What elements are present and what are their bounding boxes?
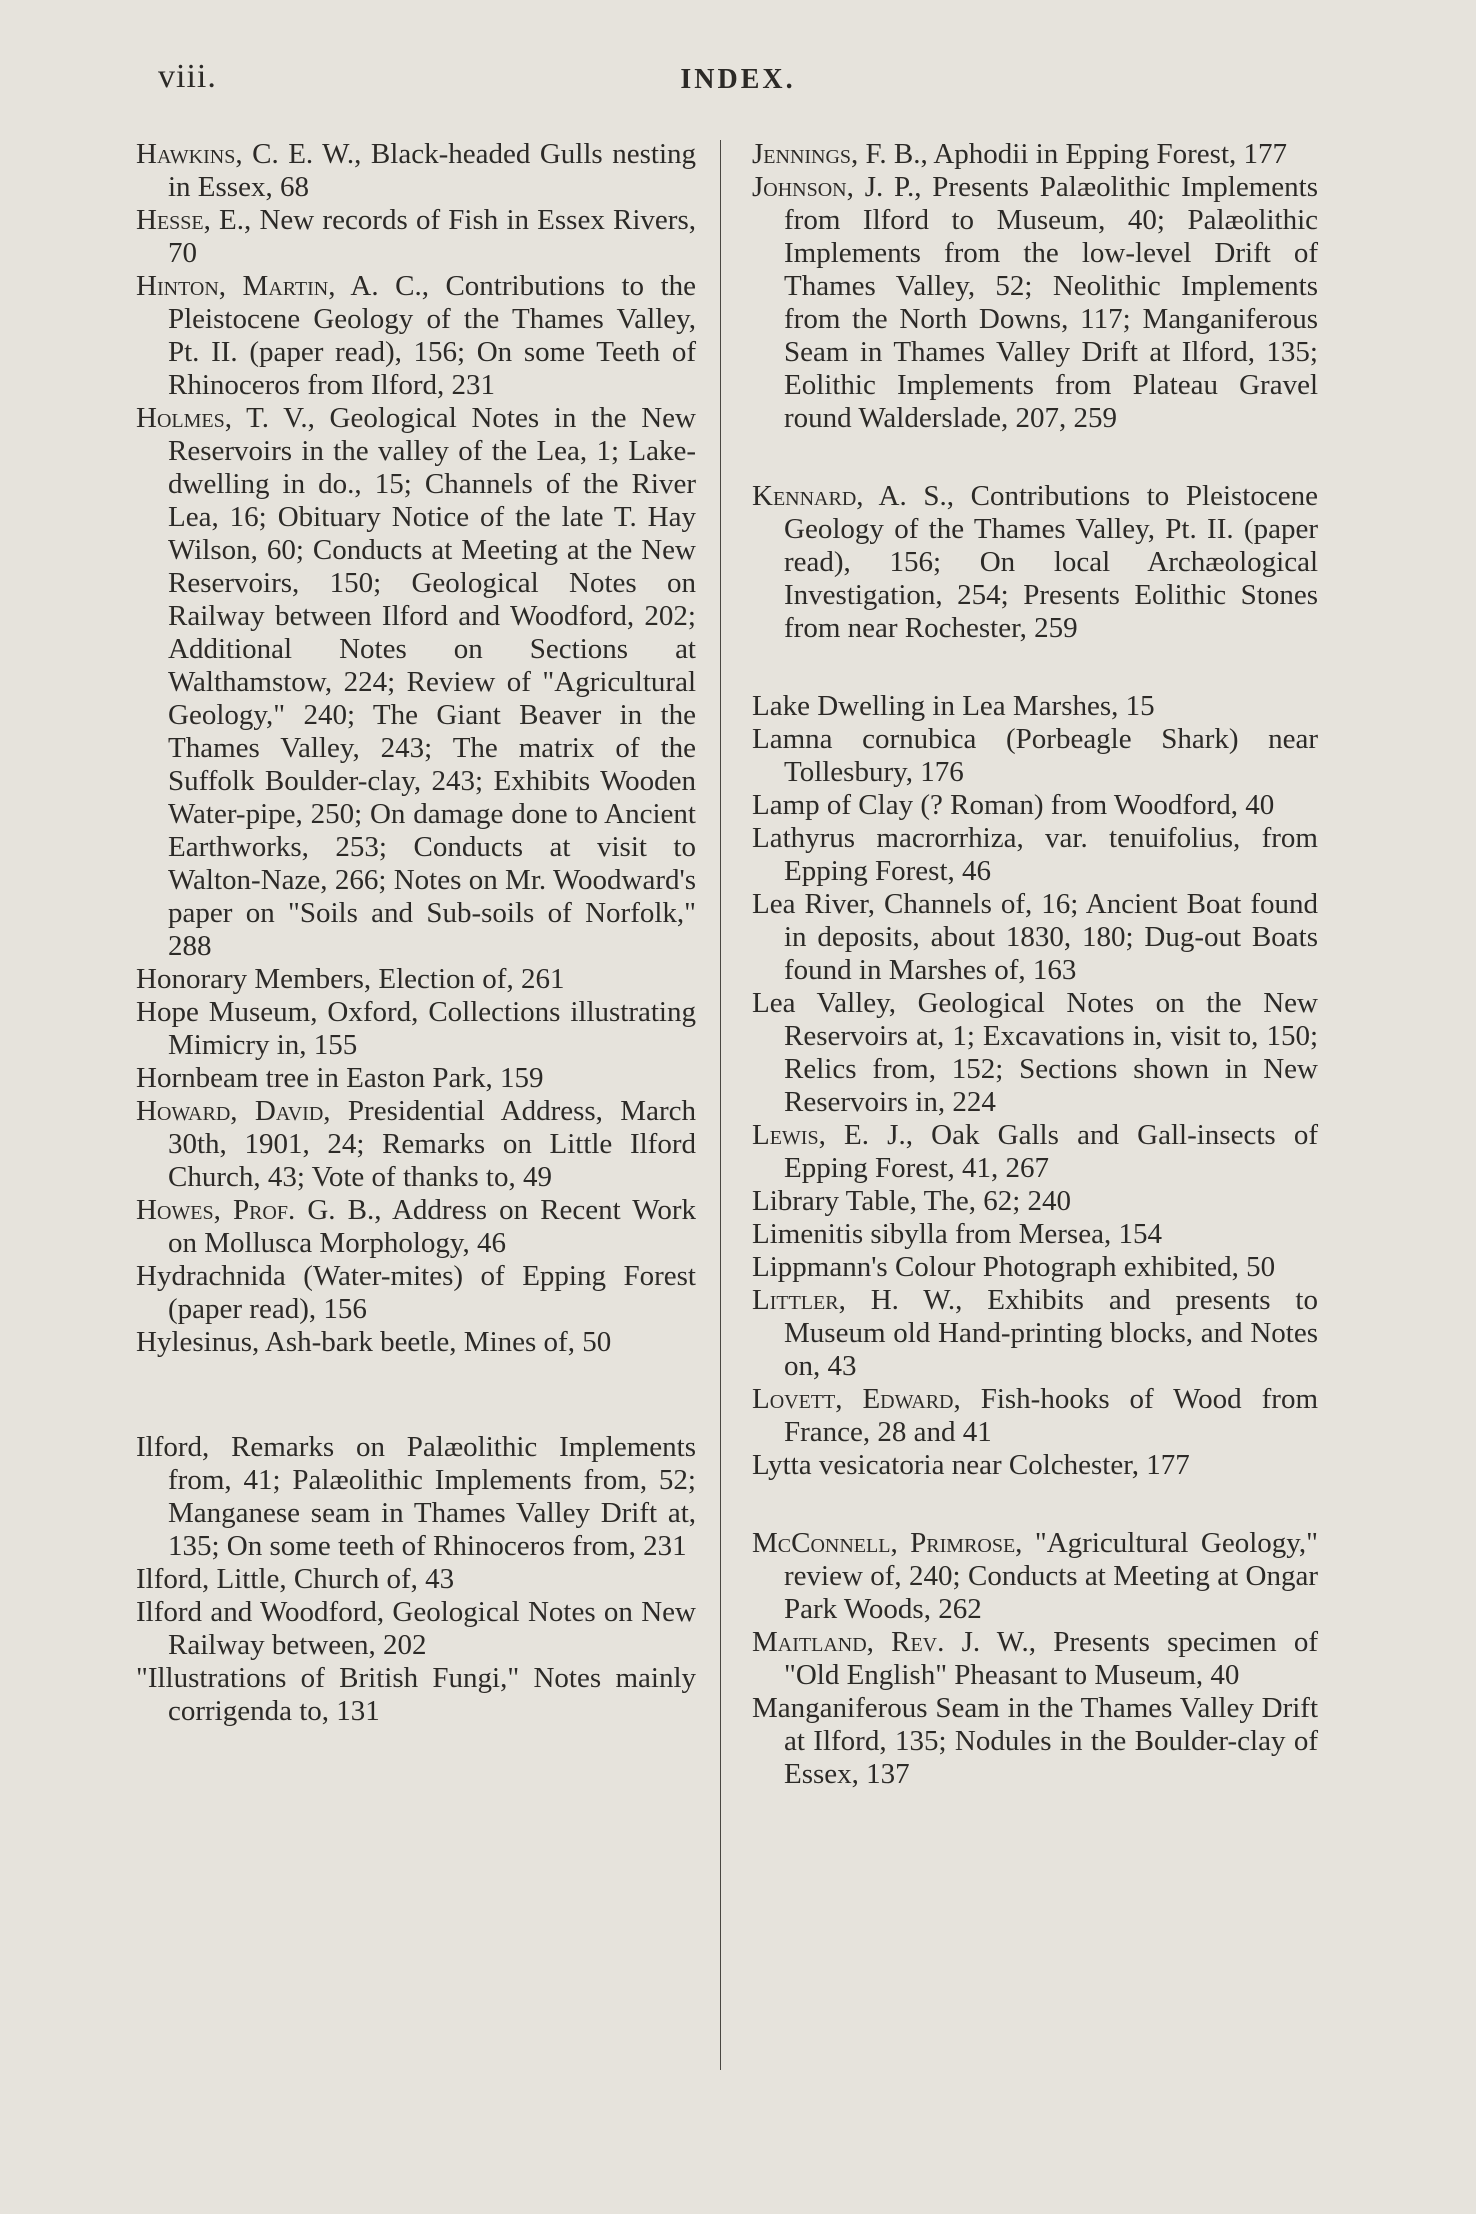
entry-text: Exhibits and presents to Museum old Hand-printing blocks, and Notes on, 43 (784, 1284, 1318, 1382)
entry-text: Limenitis sibylla from Mersea, 154 (752, 1218, 1162, 1250)
index-entry (752, 1119, 1318, 1185)
entry-text: Lamna cornubica (Porbeagle Shark) near Tollesbury, 176 (752, 723, 1318, 788)
index-entry (136, 1563, 696, 1596)
index-entry (136, 1194, 696, 1260)
index-entry (752, 987, 1318, 1119)
entry-text: Contributions to the Pleistocene Geology of the Thames Valley, Pt. II. (paper read), 156; On some Teeth of Rhinoceros from Ilford, 231 (168, 270, 696, 401)
page-number: viii. (158, 58, 217, 95)
index-entry (752, 480, 1318, 645)
entry-text: Lippmann's Colour Photograph exhibited, 50 (752, 1251, 1276, 1283)
index-entry (752, 1251, 1318, 1284)
entry-text: Black-headed Gulls nesting in Essex, 68 (168, 138, 697, 203)
entry-text: Lathyrus macrorrhiza, var. tenuifolius, from Epping Forest, 46 (752, 822, 1318, 887)
entry-text: Library Table, The, 62; 240 (752, 1185, 1072, 1217)
entry-text: Lea River, Channels of, 16; Ancient Boat found in deposits, about 1830, 180; Dug-out Boats found in Marshes of, 163 (752, 888, 1318, 986)
entry-text: Hylesinus, Ash-bark beetle, Mines of, 50 (136, 1326, 612, 1358)
entry-name: Hinton, Martin, A. C., (136, 270, 429, 302)
entry-text: Oak Galls and Gall-insects of Epping Forest, 41, 267 (784, 1119, 1319, 1184)
entry-text: Aphodii in Epping Forest, 177 (927, 138, 1288, 170)
index-entry (136, 138, 696, 204)
entry-text: Presents Palæolithic Implements from Ilford to Museum, 40; Palæolithic Implements from the low-level Drift of Thames Valley, 52; Neolithic Implements from the North Downs, 117; Manganiferous Seam in Thames Valley Drift at Ilford, 135; Eolithic Implements from Plateau Gravel round Walderslade, 207, 259 (784, 171, 1318, 434)
index-entry (752, 789, 1318, 822)
entry-text: "Agricultural Geology," review of, 240; Conducts at Meeting at Ongar Park Woods, 262 (784, 1527, 1318, 1625)
entry-text: Lake Dwelling in Lea Marshes, 15 (752, 690, 1155, 722)
entry-text: Geological Notes in the New Reservoirs in the valley of the Lea, 1; Lake-dwelling in do., 15; Channels of the River Lea, 16; Obituary Notice of the late T. Hay Wilson, 60; Conducts at Meeting at the New Reservoirs, 150; Geological Notes on Railway between Ilford and Woodford, 202; Additional Notes on Sections at Walthamstow, 224; Review of "Agricultural Geology," 240; The Giant Beaver in the Thames Valley, 243; The matrix of the Suffolk Boulder-clay, 243; Exhibits Wooden Water-pipe, 250; On damage done to Ancient Earthworks, 253; Conducts at visit to Walton-Naze, 266; Notes on Mr. Woodward's paper on "Soils and Sub-soils of Norfolk," 288 (168, 402, 696, 962)
entry-name: Howes, Prof. G. B., (136, 1194, 382, 1226)
index-entry (136, 1095, 696, 1194)
index-entry (752, 1449, 1318, 1482)
entry-name: Hesse, E., (136, 204, 252, 236)
entry-name: McConnell, Primrose, (752, 1527, 1023, 1559)
entry-name: Lovett, Edward, (752, 1383, 961, 1415)
index-entry (752, 1185, 1318, 1218)
index-entry (752, 171, 1318, 435)
entry-text: Lea Valley, Geological Notes on the New Reservoirs at, 1; Excavations in, visit to, 150; Relics from, 152; Sections shown in New Reservoirs in, 224 (752, 987, 1318, 1118)
index-entry (136, 1431, 696, 1563)
index-entry (136, 1062, 696, 1095)
index-entry (752, 822, 1318, 888)
index-entry (752, 138, 1318, 171)
column-divider (720, 140, 721, 2070)
entry-text: Presidential Address, March 30th, 1901, 24; Remarks on Little Ilford Church, 43; Vote of thanks to, 49 (168, 1095, 696, 1193)
index-entry (752, 690, 1318, 723)
entry-name: Hawkins, C. E. W., (136, 138, 362, 170)
entry-text: Honorary Members, Election of, 261 (136, 963, 565, 995)
index-entry (752, 1527, 1318, 1626)
entry-text: Contributions to Pleistocene Geology of the Thames Valley, Pt. II. (paper read), 156; On local Archæological Investigation, 254; Presents Eolithic Stones from near Rochester, 259 (784, 480, 1318, 644)
index-entry (136, 1596, 696, 1662)
index-entry (752, 1284, 1318, 1383)
index-entry (136, 1326, 696, 1359)
entry-text: Hope Museum, Oxford, Collections illustrating Mimicry in, 155 (136, 996, 696, 1061)
entry-text: "Illustrations of British Fungi," Notes mainly corrigenda to, 131 (136, 1662, 696, 1727)
entry-text: Lytta vesicatoria near Colchester, 177 (752, 1449, 1190, 1481)
entry-text: Manganiferous Seam in the Thames Valley Drift at Ilford, 135; Nodules in the Boulder-clay of Essex, 137 (752, 1692, 1318, 1790)
entry-name: Lewis, E. J., (752, 1119, 913, 1151)
entry-text: Ilford and Woodford, Geological Notes on New Railway between, 202 (136, 1596, 696, 1661)
index-entry (752, 723, 1318, 789)
index-entry (136, 996, 696, 1062)
left-column (136, 138, 696, 1728)
entry-text: Ilford, Little, Church of, 43 (136, 1563, 455, 1595)
index-entry (136, 1662, 696, 1728)
index-entry (752, 888, 1318, 987)
entry-text: Lamp of Clay (? Roman) from Woodford, 40 (752, 789, 1275, 821)
index-entry (752, 1626, 1318, 1692)
index-entry (136, 204, 696, 270)
entry-text: Hydrachnida (Water-mites) of Epping Forest (paper read), 156 (136, 1260, 696, 1325)
index-entry (752, 1383, 1318, 1449)
entry-text: Address on Recent Work on Mollusca Morphology, 46 (168, 1194, 696, 1259)
index-entry (136, 963, 696, 996)
entry-name: Johnson, J. P., (752, 171, 922, 203)
index-entry (752, 1218, 1318, 1251)
entry-text: Fish-hooks of Wood from France, 28 and 41 (784, 1383, 1319, 1448)
entry-text: Ilford, Remarks on Palæolithic Implements from, 41; Palæolithic Implements from, 52; Manganese seam in Thames Valley Drift at, 135; On some teeth of Rhinoceros from, 231 (136, 1431, 696, 1562)
entry-name: Holmes, T. V., (136, 402, 315, 434)
index-entry (136, 402, 696, 963)
entry-name: Kennard, A. S., (752, 480, 954, 512)
entry-name: Maitland, Rev. J. W., (752, 1626, 1037, 1658)
entry-name: Howard, David, (136, 1095, 331, 1127)
entry-text: Hornbeam tree in Easton Park, 159 (136, 1062, 544, 1094)
index-entry (136, 270, 696, 402)
entry-text: New records of Fish in Essex Rivers, 70 (168, 204, 696, 269)
entry-text: Presents specimen of "Old English" Pheasant to Museum, 40 (784, 1626, 1318, 1691)
index-entry (752, 1692, 1318, 1791)
right-column (752, 138, 1318, 1791)
entry-name: Littler, H. W., (752, 1284, 963, 1316)
index-entry (136, 1260, 696, 1326)
entry-name: Jennings, F. B., (752, 138, 928, 170)
running-head: INDEX. (680, 64, 796, 95)
